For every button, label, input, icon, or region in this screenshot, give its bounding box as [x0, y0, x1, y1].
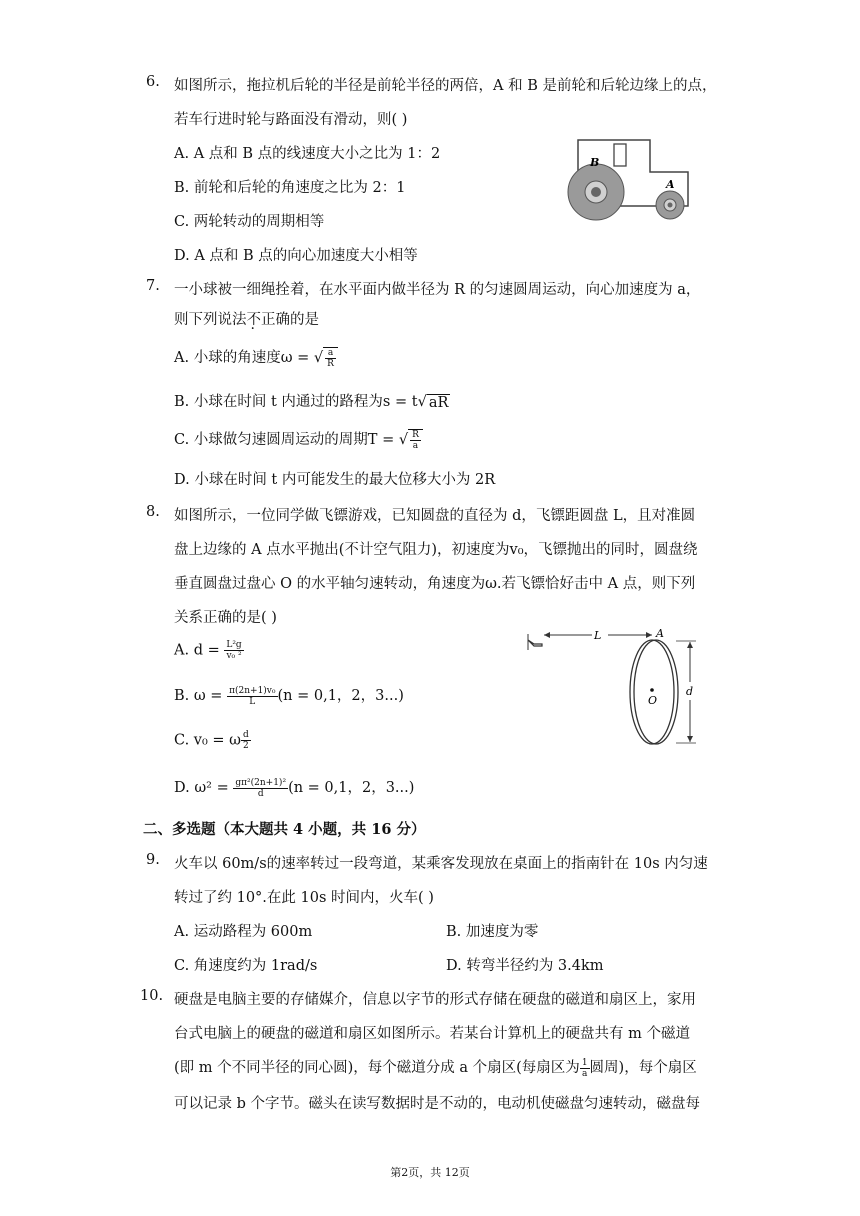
q7-c-denominator: a [412, 441, 419, 451]
q7-option-c: C. 小球做匀速圆周运动的周期T = √ $\frac{R}{a}$ [174, 428, 423, 451]
q7-number: 7. [146, 278, 160, 294]
q8-c-numerator: d [243, 730, 249, 740]
q10-stem-line1: 硬盘是电脑主要的存储媒介，信息以字节的形式存储在硬盘的磁道和扇区上，家用 [174, 992, 696, 1008]
q9-option-b: B. 加速度为零 [446, 924, 539, 940]
section-heading: 二、多选题（本大题共 4 小题，共 16 分） [143, 821, 426, 838]
q7-c-numerator: R [412, 430, 419, 440]
q8-stem-line4: 关系正确的是( ) [174, 610, 277, 626]
q8-option-b-text: B. ω = [174, 688, 223, 704]
q8-stem-line3: 垂直圆盘过盘心 O 的水平轴匀速转动，角速度为ω.若飞镖恰好击中 A 点，则下列 [174, 576, 696, 592]
figure-label-o: O [648, 694, 658, 707]
q8-option-c-text: C. v₀ = ω [174, 732, 241, 749]
q8-stem-line1: 如图所示，一位同学做飞镖游戏，已知圆盘的直径为 d，飞镖距圆盘 L，且对准圆 [174, 508, 696, 524]
q10-number: 10. [140, 988, 164, 1004]
q10-stem-line4: 可以记录 b 个字节。磁头在读写数据时是不动的，电动机使磁盘匀速转动，磁盘每 [174, 1096, 700, 1112]
figure-label-d: d [686, 685, 694, 698]
q6-number: 6. [146, 74, 160, 90]
q9-number: 9. [146, 852, 160, 868]
q9-stem-line2: 转过了约 10°.在此 10s 时间内，火车( ) [174, 890, 434, 906]
q6-option-c: C. 两轮转动的周期相等 [174, 214, 325, 230]
q8-b-numerator: π(2n+1)v₀ [229, 685, 276, 696]
q6-option-b: B. 前轮和后轮的角速度之比为 2：1 [174, 180, 406, 196]
q10-stem3-part2: 圆周)，每个扇区 [589, 1060, 697, 1076]
q7-b-radicand: aR [428, 394, 449, 411]
q6-stem-line2: 若车行进时轮与路面没有滑动，则( ) [174, 112, 408, 128]
q9-stem-line1: 火车以 60m/s的速率转过一段弯道，某乘客发现放在桌面上的指南针在 10s 内匀速 [174, 856, 708, 872]
q7-stem-part1: 则下列说法 [174, 312, 247, 328]
figure-label-l: L [594, 629, 602, 642]
q7-option-a: A. 小球的角速度ω = √ $\frac{a}{R}$ [174, 346, 338, 369]
q7-option-b-text: B. 小球在时间 t 内通过的路程为s = t [174, 394, 418, 410]
q8-option-b [174, 684, 404, 707]
q10-stem-line2: 台式电脑上的硬盘的磁道和扇区如图所示。若某台计算机上的硬盘共有 m 个磁道 [174, 1026, 690, 1042]
q9-option-a: A. 运动路程为 600m [174, 924, 313, 940]
tractor-label-b: B [590, 156, 600, 169]
q6-option-a: A. A 点和 B 点的线速度大小之比为 1：2 [174, 146, 441, 162]
q7-a-numerator: a [325, 348, 336, 359]
q10-frac-denominator: a [581, 1068, 588, 1079]
q7-stem-part2: 正确的是 [261, 312, 319, 328]
q10-frac-numerator: 1 [581, 1057, 588, 1068]
q10-stem3-part1: (即 m 个不同半径的同心圆)，每个磁道分成 a 个扇区(每扇区为 [174, 1060, 580, 1076]
q8-option-a [174, 640, 244, 661]
page-footer: 第2页，共 12页 [390, 1166, 470, 1179]
q8-stem-line2: 盘上边缘的 A 点水平抛出(不计空气阻力)，初速度为v₀，飞镖抛出的同时，圆盘绕 [174, 542, 698, 558]
q8-option-d-text: D. ω² = [174, 780, 229, 796]
q8-d-numerator: gπ²(2n+1)² [235, 777, 287, 788]
q7-option-c-text: C. 小球做匀速圆周运动的周期T = [174, 432, 395, 448]
q7-stem-line1: 一小球被一细绳拴着，在水平面内做半径为 R 的匀速圆周运动，向心加速度为 a， [174, 282, 701, 298]
q8-b-denominator: L [249, 696, 256, 707]
dart-disc-figure [524, 624, 704, 750]
q9-option-c: C. 角速度约为 1rad/s [174, 958, 318, 974]
q8-option-a-text: A. d = [174, 642, 220, 659]
figure-label-a: A [656, 627, 664, 640]
q7-option-b: B. 小球在时间 t 内通过的路程为s = t√ aR [174, 394, 449, 411]
q9-option-d: D. 转弯半径约为 3.4km [446, 958, 604, 974]
q7-stem-emphasis: 不 [246, 312, 261, 328]
q7-a-denominator: R [327, 359, 334, 369]
tractor-figure [566, 136, 696, 222]
tractor-label-a: A [666, 178, 675, 191]
q8-a-denominator: v₀ ² [226, 651, 242, 661]
q8-option-c [174, 730, 251, 751]
q8-option-d [174, 776, 414, 799]
q8-d-denominator: d [257, 788, 264, 799]
q8-a-numerator: L²g [226, 640, 242, 650]
q8-d-condition: (n = 0,1，2，3...) [288, 780, 415, 796]
q7-option-a-text: A. 小球的角速度ω = [174, 350, 310, 366]
q7-option-d: D. 小球在时间 t 内可能发生的最大位移大小为 2R [174, 472, 496, 488]
q7-stem-line2 [174, 308, 319, 329]
q6-stem-line1: 如图所示，拖拉机后轮的半径是前轮半径的两倍，A 和 B 是前轮和后轮边缘上的点， [174, 78, 717, 94]
q10-stem-line3 [174, 1056, 697, 1079]
q8-c-denominator: 2 [243, 741, 249, 751]
q6-option-d: D. A 点和 B 点的向心加速度大小相等 [174, 248, 418, 264]
q8-b-condition: (n = 0,1，2，3...) [277, 688, 404, 704]
q8-number: 8. [146, 504, 160, 520]
